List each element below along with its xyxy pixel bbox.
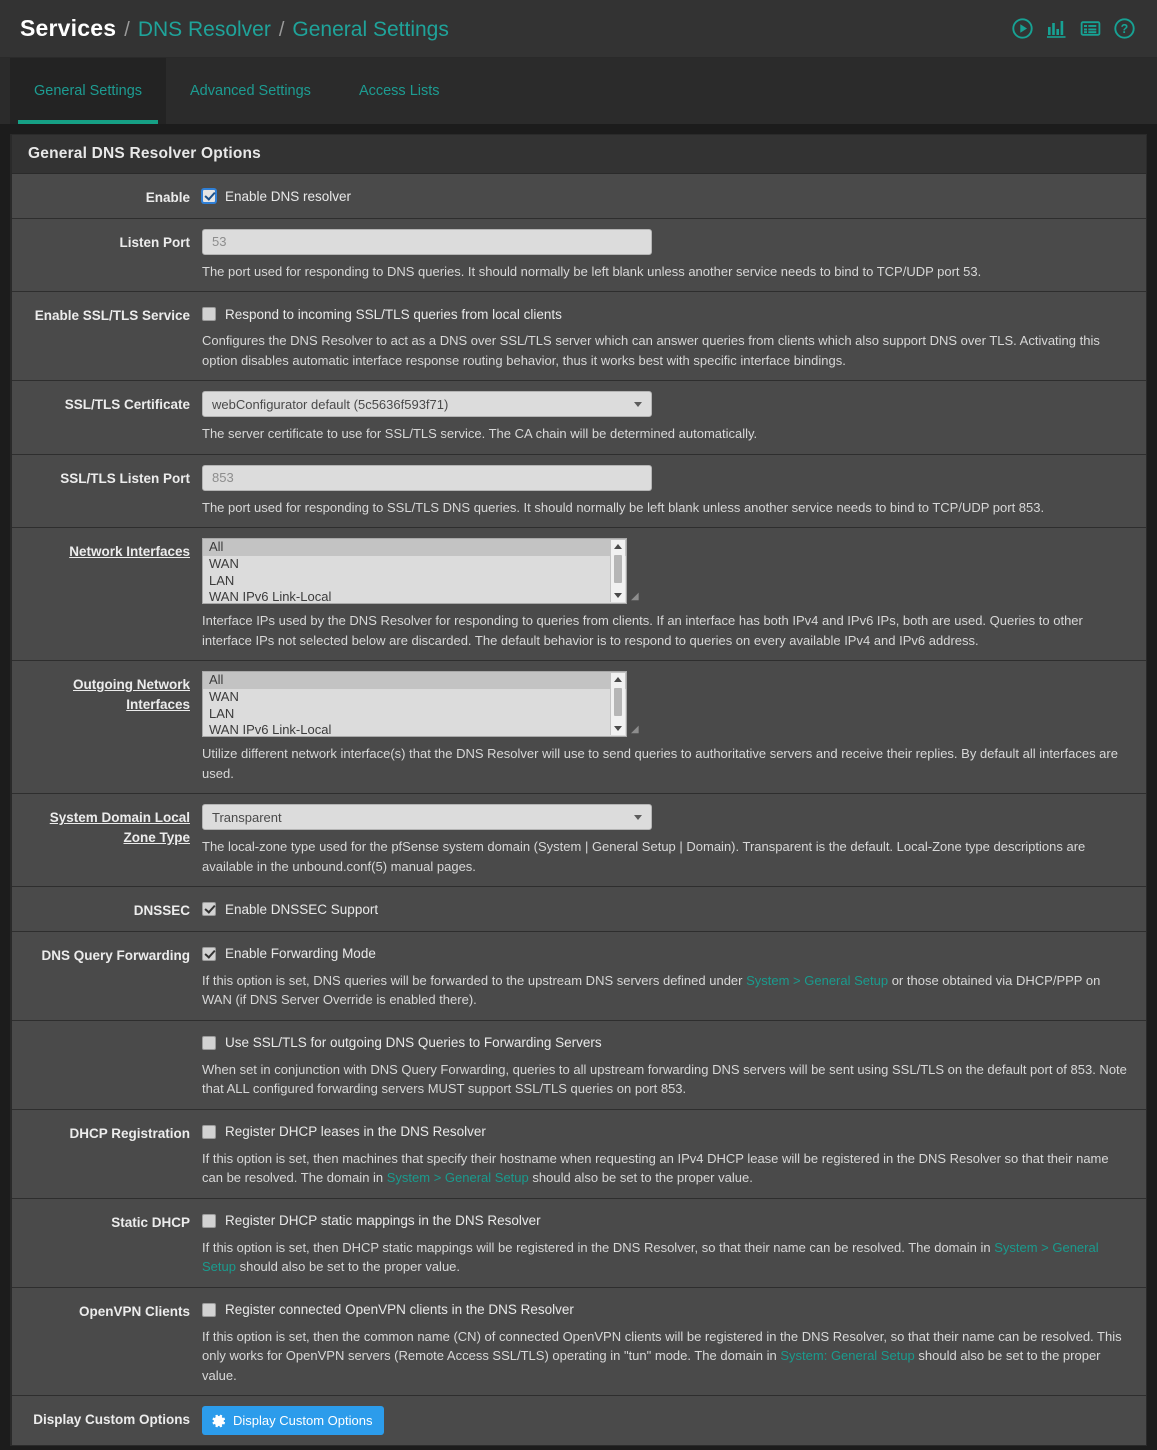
enable-dnssec-support-checkbox[interactable] xyxy=(202,902,216,916)
scroll-up-icon[interactable] xyxy=(614,677,622,682)
label-dns-query-forwarding: DNS Query Forwarding xyxy=(41,947,190,963)
row-dhcp-registration xyxy=(12,1110,1146,1199)
row-display-custom-options xyxy=(12,1396,1146,1445)
start-service-icon[interactable] xyxy=(1011,18,1033,40)
panel-heading: General DNS Resolver Options xyxy=(12,135,1146,174)
breadcrumb-separator-2: / xyxy=(278,19,285,41)
register-openvpn-clients-label[interactable]: Register connected OpenVPN clients in the DNS Resolver xyxy=(225,1302,574,1318)
label-outgoing-network-interfaces xyxy=(12,671,202,783)
chevron-down-icon xyxy=(634,815,642,820)
scroll-down-icon[interactable] xyxy=(614,593,622,598)
label-dhcp-registration: DHCP Registration xyxy=(69,1125,190,1141)
scroll-down-icon[interactable] xyxy=(614,726,622,731)
enable-forwarding-mode-checkbox[interactable] xyxy=(202,947,216,961)
label-system-domain-local-zone-type xyxy=(12,804,202,876)
label-dnssec: DNSSEC xyxy=(133,903,190,919)
label-network-interfaces xyxy=(12,538,202,650)
list-item[interactable]: LAN xyxy=(209,705,235,721)
tab-access-lists[interactable] xyxy=(335,58,464,124)
outgoing-network-interfaces-listbox[interactable] xyxy=(202,671,627,737)
respond-ssl-tls-queries-checkbox[interactable] xyxy=(202,307,216,321)
register-dhcp-leases-label[interactable]: Register DHCP leases in the DNS Resolver xyxy=(225,1124,486,1140)
enable-dnssec-support-label[interactable]: Enable DNSSEC Support xyxy=(225,901,379,917)
row-system-domain-local-zone-type xyxy=(12,794,1146,887)
openvpn-clients-help: If this option is set, then the common name (CN) of connected OpenVPN clients will be registered in the DNS Resolver, so that their name can be resolved. This only works for OpenVPN servers (Remote Access SSL/TLS) operating in "tun" mode. The domain in System: General Setup should also be set to the proper value. xyxy=(202,1328,1122,1383)
label-display-custom-options: Display Custom Options xyxy=(33,1412,190,1428)
ssl-tls-certificate-help: The server certificate to use for SSL/TLS service. The CA chain will be determined automatically. xyxy=(202,426,758,442)
resize-grip-icon[interactable]: ◢ xyxy=(631,591,639,603)
enable-dns-resolver-label[interactable]: Enable DNS resolver xyxy=(225,188,352,204)
outgoing-network-interfaces-help-link[interactable]: Outgoing Network Interfaces xyxy=(73,677,190,712)
row-openvpn-clients xyxy=(12,1288,1146,1397)
label-static-dhcp: Static DHCP xyxy=(111,1214,190,1230)
system-domain-local-zone-type-selected-value: Transparent xyxy=(212,809,282,825)
use-ssl-tls-outgoing-label[interactable]: Use SSL/TLS for outgoing DNS Queries to Forwarding Servers xyxy=(225,1035,602,1051)
respond-ssl-tls-queries-label[interactable]: Respond to incoming SSL/TLS queries from local clients xyxy=(225,306,562,322)
tab-advanced-settings-label: Advanced Settings xyxy=(190,83,311,99)
tab-access-lists-label: Access Lists xyxy=(358,83,440,99)
list-item[interactable]: LAN xyxy=(209,572,235,588)
system-domain-local-zone-type-select[interactable] xyxy=(202,804,652,830)
listen-port-input[interactable] xyxy=(202,229,652,255)
display-custom-options-button-label: Display Custom Options xyxy=(233,1413,373,1429)
system-domain-local-zone-type-help-link[interactable]: System Domain Local Zone Type xyxy=(49,810,190,845)
static-dhcp-help: If this option is set, then DHCP static mappings will be registered in the DNS Resolver, so that their name can be resolved. The domain in System > General Setup should also be set to the proper value. xyxy=(202,1239,1099,1275)
list-item[interactable]: All xyxy=(203,672,626,689)
scroll-up-icon[interactable] xyxy=(614,544,622,549)
link-system-general-setup[interactable]: System > General Setup xyxy=(202,1239,1099,1275)
register-dhcp-static-mappings-label[interactable]: Register DHCP static mappings in the DNS Resolver xyxy=(225,1213,541,1229)
ssl-tls-listen-port-input[interactable] xyxy=(202,465,652,491)
label-forwarding-ssl-tls xyxy=(12,1031,202,1099)
label-ssl-tls-certificate: SSL/TLS Certificate xyxy=(64,397,190,413)
link-system-general-setup[interactable]: System: General Setup xyxy=(780,1348,915,1364)
chevron-down-icon xyxy=(634,402,642,407)
link-system-general-setup[interactable]: System > General Setup xyxy=(386,1170,529,1186)
label-ssl-tls-listen-port: SSL/TLS Listen Port xyxy=(60,470,190,486)
label-enable-ssl-tls-service: Enable SSL/TLS Service xyxy=(34,308,190,324)
network-interfaces-listbox[interactable] xyxy=(202,538,627,604)
network-interfaces-help-link[interactable]: Network Interfaces xyxy=(69,544,190,560)
breadcrumb-bar xyxy=(0,0,1157,58)
svg-text:?: ? xyxy=(1120,22,1128,37)
tab-general-settings[interactable] xyxy=(10,58,166,124)
tab-general-settings-label: General Settings xyxy=(34,83,143,99)
list-item[interactable]: WAN IPv6 Link-Local xyxy=(209,589,332,605)
row-dnssec xyxy=(12,887,1146,932)
label-openvpn-clients: OpenVPN Clients xyxy=(78,1303,190,1319)
dns-query-forwarding-help: If this option is set, DNS queries will be forwarded to the upstream DNS servers defined under System > General Setup or those obtained via DHCP/PPP on WAN (if DNS Server Override is enabled there). xyxy=(202,972,1101,1008)
network-interfaces-scrollbar[interactable] xyxy=(610,540,625,602)
tab-advanced-settings[interactable] xyxy=(166,58,335,124)
enable-ssl-tls-service-help: Configures the DNS Resolver to act as a DNS over SSL/TLS server which can answer queries from clients which also support DNS over TLS. Activating this option disables automatic interface response routing behavior, thus it works best with specific interface bindings. xyxy=(202,333,1100,368)
register-openvpn-clients-checkbox[interactable] xyxy=(202,1303,216,1317)
link-system-general-setup[interactable]: System > General Setup xyxy=(746,972,889,988)
ssl-tls-listen-port-help: The port used for responding to SSL/TLS DNS queries. It should normally be left blank unless another service needs to bind to TCP/UDP port 853. xyxy=(202,499,1045,515)
list-item[interactable]: WAN xyxy=(209,555,239,571)
outgoing-network-interfaces-scrollbar[interactable] xyxy=(610,673,625,735)
row-enable-ssl-tls-service xyxy=(12,292,1146,381)
breadcrumb-current: General Settings xyxy=(292,18,449,41)
enable-dns-resolver-checkbox[interactable] xyxy=(202,189,216,203)
list-item[interactable]: WAN IPv6 Link-Local xyxy=(209,722,332,738)
register-dhcp-static-mappings-checkbox[interactable] xyxy=(202,1214,216,1228)
register-dhcp-leases-checkbox[interactable] xyxy=(202,1125,216,1139)
gear-icon xyxy=(212,1414,226,1428)
forwarding-ssl-tls-help: When set in conjunction with DNS Query Forwarding, queries to all upstream forwarding DNS servers will be sent using SSL/TLS on the default port of 853. Note that ALL configured forwarding servers MUST support SSL/TLS queries on port 853. xyxy=(202,1061,1127,1097)
list-item[interactable]: All xyxy=(203,539,626,556)
status-graph-icon[interactable] xyxy=(1045,18,1067,40)
scrollbar-thumb[interactable] xyxy=(614,555,622,583)
breadcrumb-separator-1: / xyxy=(124,19,130,41)
list-item[interactable]: WAN xyxy=(209,688,239,704)
help-icon[interactable] xyxy=(1113,18,1135,40)
row-outgoing-network-interfaces xyxy=(12,661,1146,794)
log-list-icon[interactable] xyxy=(1079,18,1101,40)
use-ssl-tls-outgoing-checkbox[interactable] xyxy=(202,1036,216,1050)
breadcrumb xyxy=(20,15,1011,42)
listen-port-help: The port used for responding to DNS queries. It should normally be left blank unless another service needs to bind to TCP/UDP port 53. xyxy=(202,263,982,279)
row-ssl-tls-certificate xyxy=(12,381,1146,455)
breadcrumb-link-dns-resolver[interactable]: DNS Resolver xyxy=(137,18,271,41)
system-domain-local-zone-type-help: The local-zone type used for the pfSense system domain (System | General Setup | Domain). Transparent is the default. Local-Zone type descriptions are available in the unbound.conf(5) manual pages. xyxy=(202,839,1086,874)
tab-bar xyxy=(0,58,1157,124)
breadcrumb-root: Services xyxy=(20,15,117,41)
enable-forwarding-mode-label[interactable]: Enable Forwarding Mode xyxy=(225,946,376,962)
outgoing-network-interfaces-help: Utilize different network interface(s) that the DNS Resolver will use to send queries to authoritative servers and receive their replies. By default all interfaces are used. xyxy=(202,746,1118,781)
label-listen-port: Listen Port xyxy=(119,234,190,250)
row-network-interfaces xyxy=(12,528,1146,661)
row-ssl-tls-listen-port xyxy=(12,455,1146,529)
ssl-tls-certificate-select[interactable] xyxy=(202,391,652,417)
general-dns-resolver-options-panel xyxy=(10,134,1147,1446)
network-interfaces-help: Interface IPs used by the DNS Resolver for responding to queries from clients. If an interface has both IPv4 and IPv6 IPs, both are used. Queries to other interface IPs not selected below are discarded. The default behavior is to respond to queries on every available IPv4 and IPv6 address. xyxy=(202,613,1083,648)
row-forwarding-ssl-tls xyxy=(12,1021,1146,1110)
dhcp-registration-help: If this option is set, then machines that specify their hostname when requesting an IPv4 DHCP lease will be registered in the DNS Resolver so that their name can be resolved. The domain in System > General Setup should also be set to the proper value. xyxy=(202,1150,1109,1186)
row-enable xyxy=(12,174,1146,219)
header-icon-group xyxy=(1011,18,1135,40)
row-dns-query-forwarding xyxy=(12,932,1146,1021)
resize-grip-icon[interactable]: ◢ xyxy=(631,724,639,736)
display-custom-options-button[interactable] xyxy=(202,1406,384,1435)
row-listen-port xyxy=(12,219,1146,293)
ssl-tls-certificate-selected-value: webConfigurator default (5c5636f593f71) xyxy=(212,396,449,412)
scrollbar-thumb[interactable] xyxy=(614,688,622,716)
row-static-dhcp xyxy=(12,1199,1146,1288)
label-enable: Enable xyxy=(145,190,190,205)
